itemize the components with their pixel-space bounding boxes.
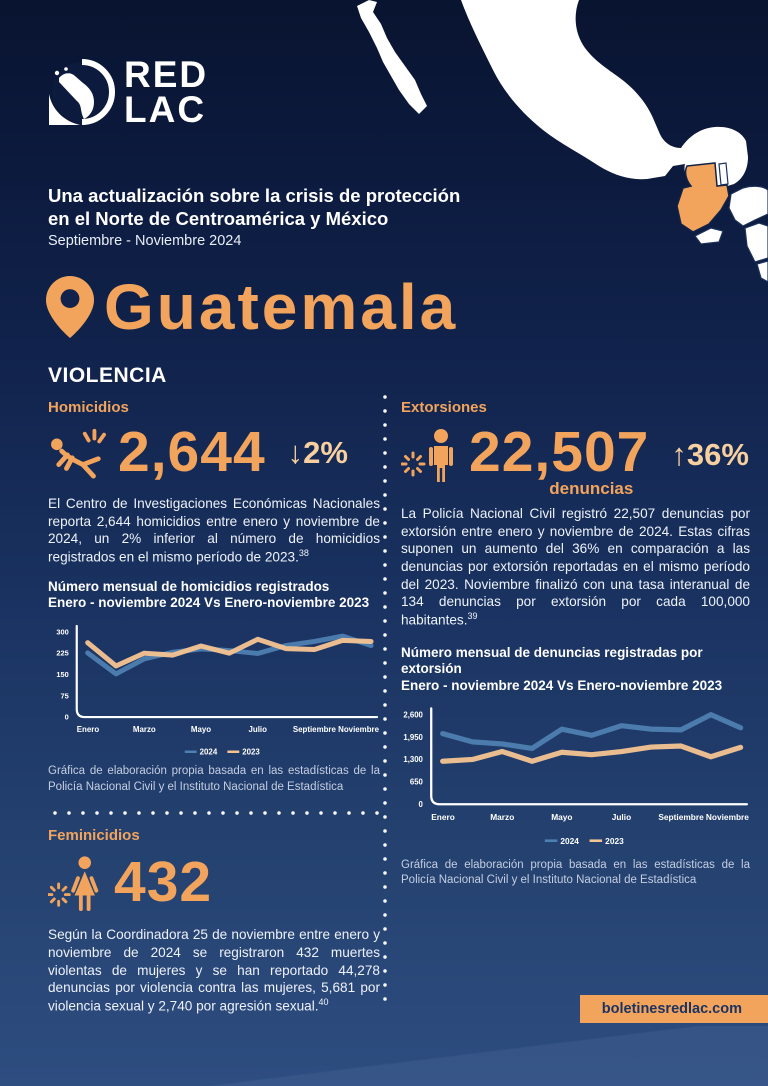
extortions-stat-row [401, 420, 750, 499]
left-column [48, 399, 380, 1015]
homicides-chart-caption: Gráfica de elaboración propia basada en las estadísticas de la Policía Nacional Civil y el Instituto Nacional de Estadística [48, 765, 380, 793]
header-title-line2: en el Norte de Centroamérica y México [48, 208, 389, 230]
svg-text:Marzo: Marzo [490, 811, 515, 822]
femicides-footnote: 40 [318, 996, 329, 1007]
femicides-paragraph-text: Según la Coordinadora 25 de noviembre entre enero y noviembre de 2024 se registraron 432 muertes violentas de mujeres y se han reportado 44,278 denuncias por violencia contra las mujeres, 5,681 por violencia sexual y 2,740 por agresión sexual. [48, 927, 380, 1014]
homicides-chart-title-line1: Número mensual de homicidios registrados [48, 579, 330, 595]
header-subtitle: Septiembre - Noviembre 2024 [48, 233, 242, 249]
header-title [48, 184, 460, 231]
svg-text:Julio: Julio [248, 724, 267, 734]
femicides-value: 432 [114, 849, 213, 914]
extortions-chart-title-line2: Enero - noviembre 2024 Vs Enero-noviembre 2023 [401, 677, 723, 693]
logo-line-red: RED [124, 54, 209, 96]
falling-person-icon [48, 426, 110, 480]
svg-text:2024: 2024 [199, 747, 218, 757]
column-divider [383, 390, 387, 1004]
svg-text:Julio: Julio [611, 811, 632, 822]
extortions-value-block [469, 420, 650, 499]
femicides-paragraph [48, 926, 380, 1015]
map-nicaragua [745, 223, 768, 262]
footer-link[interactable]: boletinesredlac.com [580, 995, 768, 1023]
svg-text:Noviembre: Noviembre [338, 724, 380, 734]
map-mexico-central-america-icon [343, 0, 768, 300]
svg-text:Mayo: Mayo [551, 811, 573, 822]
svg-text:Enero: Enero [431, 811, 455, 822]
svg-text:2023: 2023 [242, 747, 260, 757]
extortions-chart-caption: Gráfica de elaboración propia basada en las estadísticas de la Policía Nacional Civil y el Instituto Nacional de Estadística [401, 858, 750, 887]
map-baja-peninsula [357, 0, 427, 114]
extortions-paragraph-text: La Policía Nacional Civil registró 22,507 denuncias por extorsión entre enero y noviembre de 2024. Estas cifras suponen un aumento del 36% en comparación a las denuncias por extorsión reportadas en el mismo período del 2023. Noviembre finalizó con una tasa interanual de 134 denuncias por extorsión por cada 100,000 habitantes. [401, 506, 750, 628]
logo-globe-icon [46, 58, 116, 128]
svg-text:2,600: 2,600 [403, 710, 423, 720]
extortions-paragraph [401, 505, 750, 629]
svg-text:Marzo: Marzo [132, 724, 156, 734]
map-el-salvador [695, 228, 723, 244]
extortions-chart-title-line1: Número mensual de denuncias registradas por extorsión [401, 645, 703, 677]
femicides-label: Feminicidios [48, 827, 140, 845]
extortions-line-chart [401, 698, 750, 852]
svg-text:650: 650 [409, 777, 423, 787]
logo-line-lac: LAC [124, 89, 207, 130]
femicides-stat-row [48, 849, 380, 914]
homicides-value: 2,644 [118, 420, 266, 484]
svg-text:225: 225 [56, 648, 69, 658]
svg-text:150: 150 [56, 669, 69, 679]
extortions-label: Extorsiones [401, 399, 487, 416]
homicides-paragraph [48, 495, 380, 566]
homicides-delta: ↓2% [287, 434, 348, 470]
svg-text:Septiembre: Septiembre [658, 811, 704, 822]
svg-text:2024: 2024 [560, 835, 579, 846]
homicides-chart-title-line2: Enero - noviembre 2024 Vs Enero-noviembre 2023 [48, 595, 370, 611]
extortions-value: 22,507 [469, 420, 650, 484]
map-honduras [729, 186, 768, 226]
svg-text:75: 75 [60, 690, 69, 700]
redlac-logo [46, 54, 209, 130]
extortions-delta: ↑36% [671, 437, 749, 472]
country-name: Guatemala [104, 271, 459, 343]
map-mexico [461, 0, 748, 188]
section-divider [48, 811, 380, 815]
homicides-stat-row [48, 420, 380, 484]
location-pin-icon [46, 276, 94, 338]
svg-text:2023: 2023 [605, 835, 624, 846]
homicides-section [48, 399, 380, 795]
header-title-line1: Una actualización sobre la crisis de protección [48, 185, 461, 206]
homicides-paragraph-text: El Centro de Investigaciones Económicas Nacionales reporta 2,644 homicidios entre enero y noviembre de 2024, un 2% inferior al número de homicidios registrados en el mismo período de 2023. [48, 496, 380, 565]
extortions-unit: denuncias [549, 479, 634, 498]
homicides-line-chart [48, 616, 380, 763]
svg-text:Enero: Enero [76, 724, 100, 734]
extortions-chart-title [401, 645, 750, 694]
logo-text [124, 54, 209, 130]
svg-text:300: 300 [56, 627, 69, 637]
svg-text:Noviembre: Noviembre [705, 811, 749, 822]
svg-text:0: 0 [418, 799, 423, 809]
extortions-footnote: 39 [467, 611, 478, 622]
svg-text:1,300: 1,300 [403, 754, 423, 764]
homicides-footnote: 38 [298, 548, 309, 559]
extortion-victim-icon [401, 424, 461, 486]
right-column [401, 399, 750, 889]
femicide-victim-icon [48, 852, 106, 912]
map-costa-rica [757, 261, 768, 282]
homicides-chart-title [48, 579, 380, 611]
country-header [46, 270, 458, 344]
svg-text:Septiembre: Septiembre [292, 724, 336, 734]
femicides-section [48, 827, 380, 1015]
svg-text:Mayo: Mayo [190, 724, 212, 734]
homicides-label: Homicidios [48, 399, 129, 416]
section-title: VIOLENCIA [48, 364, 167, 387]
map-belize [719, 163, 728, 185]
extortions-section [401, 399, 750, 889]
svg-text:0: 0 [64, 712, 69, 722]
svg-text:1,950: 1,950 [403, 732, 423, 742]
